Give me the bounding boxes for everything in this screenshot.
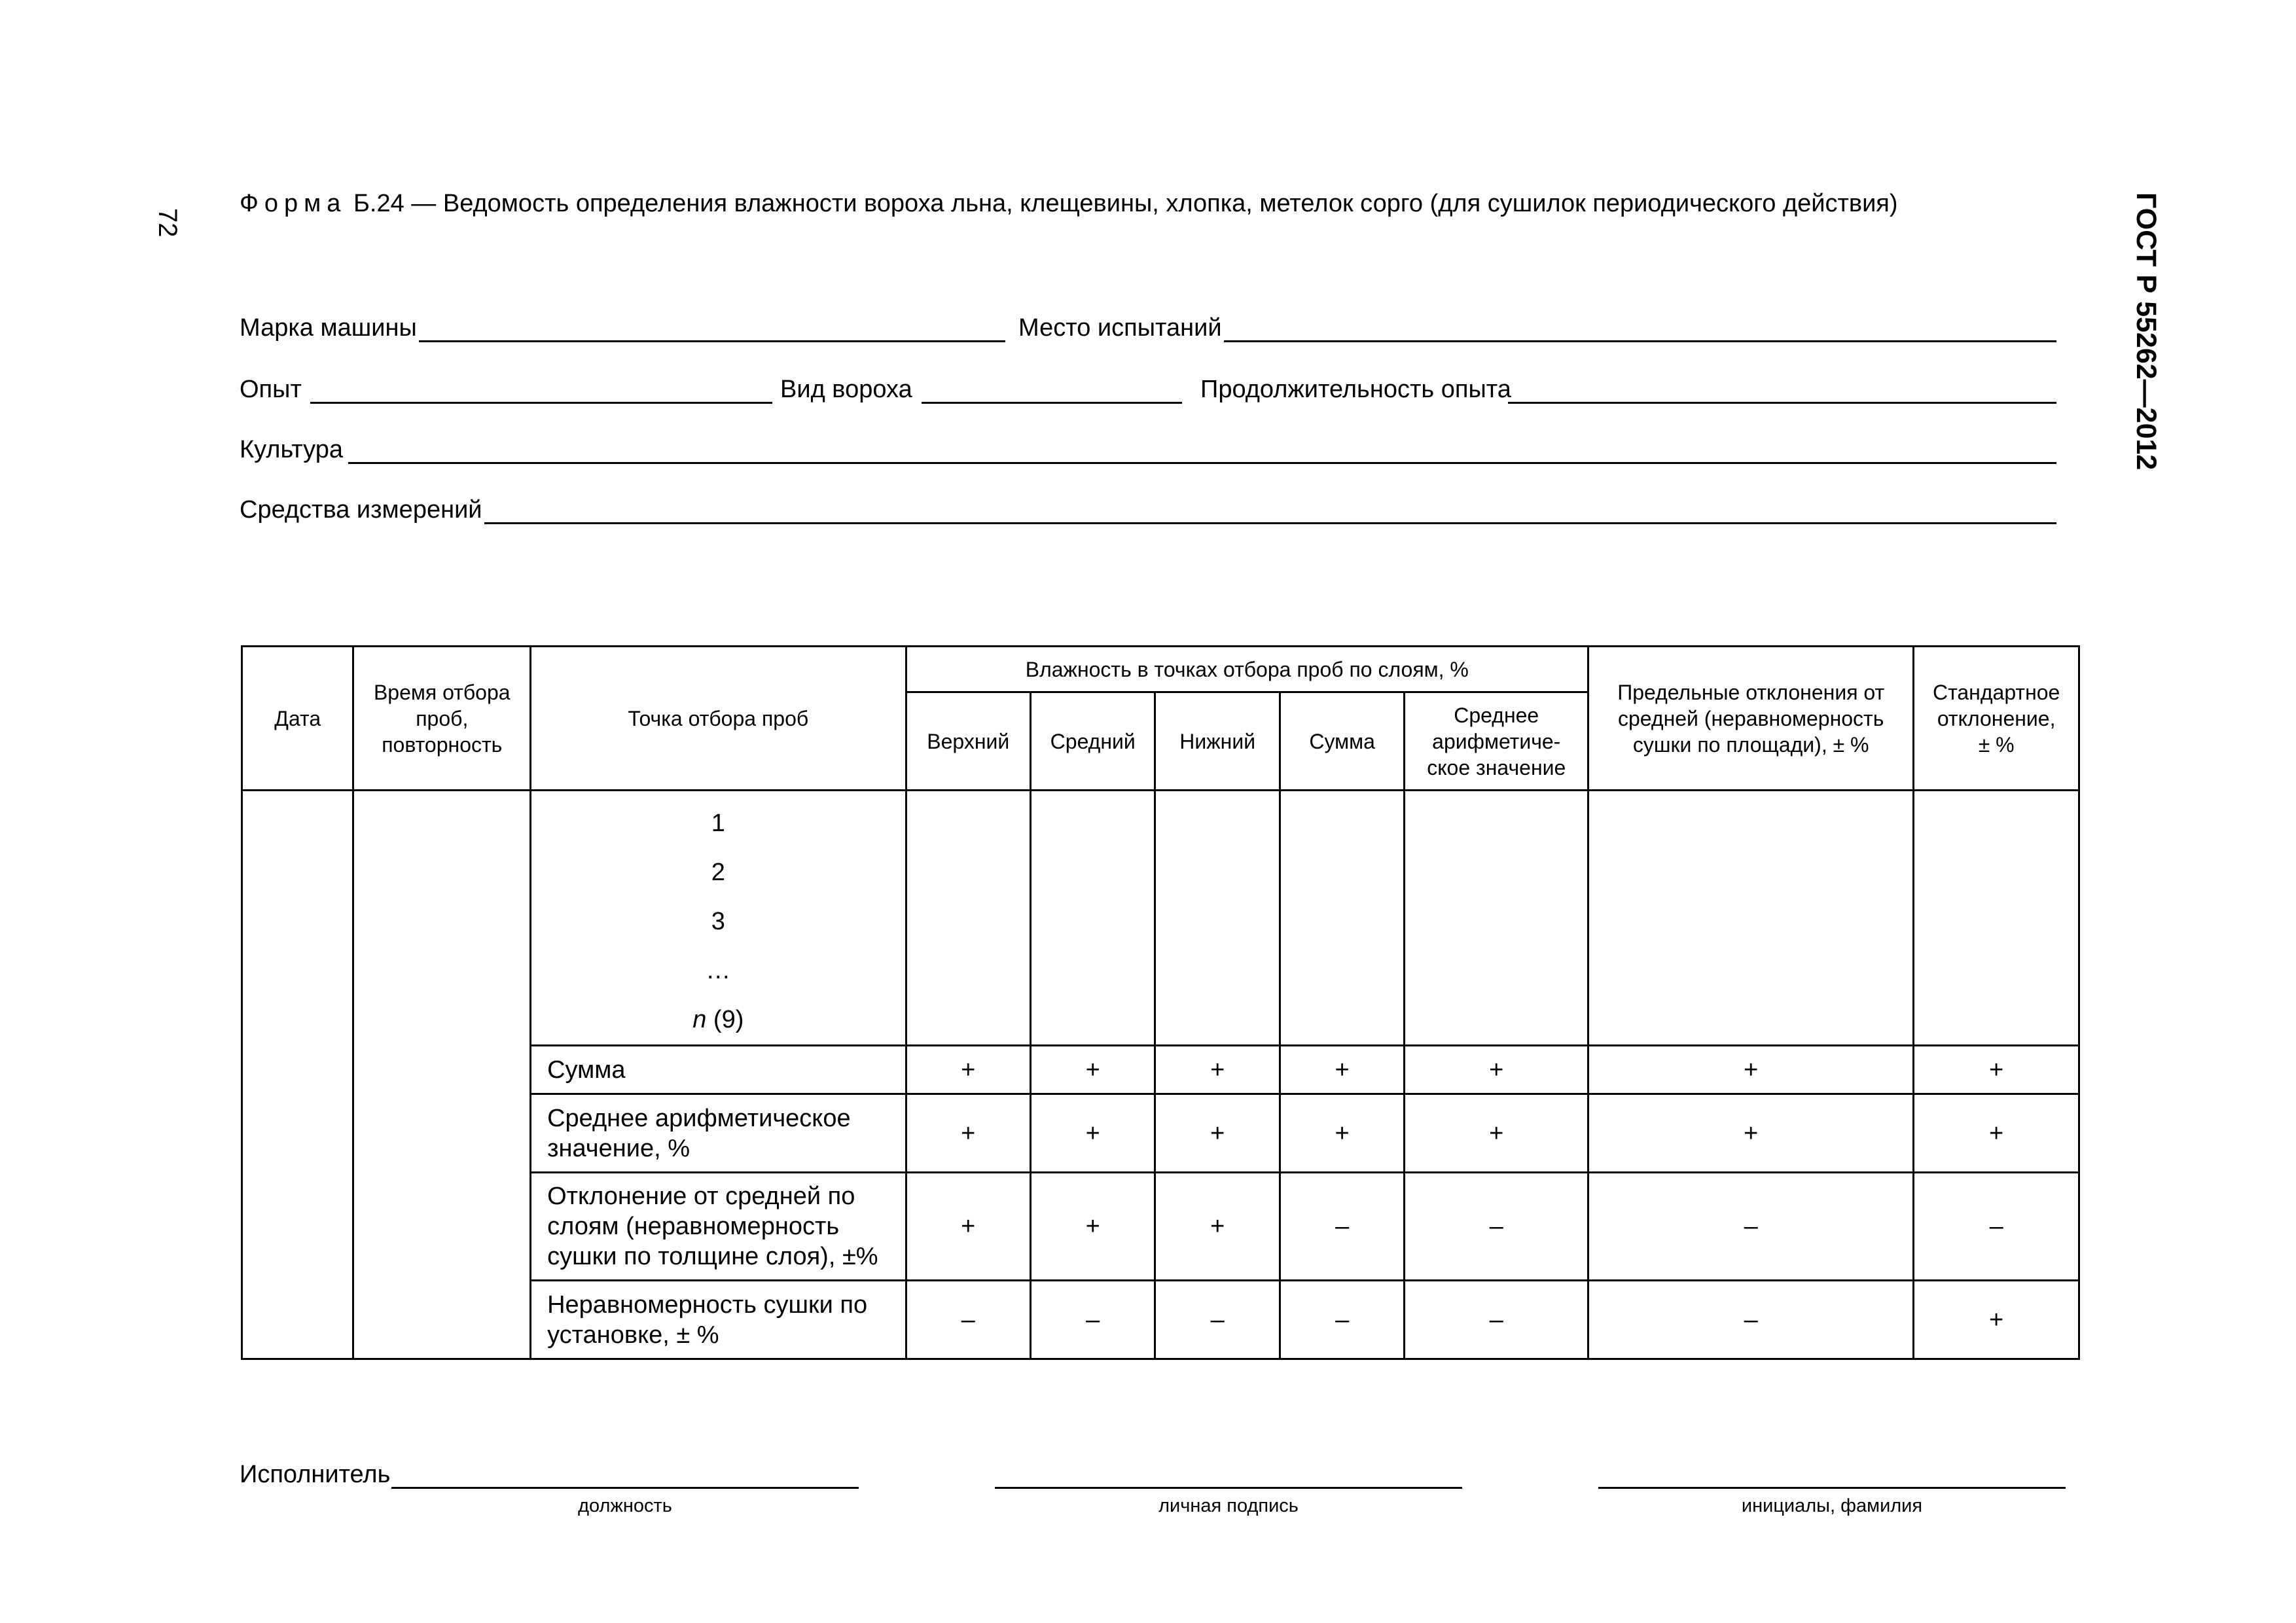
- data-cell-sum[interactable]: [1280, 791, 1404, 1046]
- mark-sum-mean: +: [1405, 1046, 1588, 1094]
- mark-unevenness-mean: –: [1405, 1281, 1588, 1359]
- header-sampling-time-line2: проб,: [416, 706, 469, 730]
- header-layer-mean: [1405, 692, 1588, 791]
- header-layer-sum: Сумма: [1280, 692, 1404, 791]
- mark-sum-bottom: +: [1155, 1046, 1280, 1094]
- mark-unevenness-top: –: [906, 1281, 1030, 1359]
- mark-deviation-top: +: [906, 1173, 1030, 1281]
- standard-code: ГОСТ Р 55262—2012: [2130, 192, 2162, 471]
- mark-mean-middle: +: [1030, 1094, 1155, 1173]
- page-number: 72: [153, 208, 182, 238]
- header-date: Дата: [242, 647, 353, 791]
- row-label-mean-line1: Среднее арифметическое: [547, 1104, 851, 1132]
- row-label-mean-line2: значение, %: [547, 1134, 690, 1162]
- personal-signature-caption: личная подпись: [1158, 1495, 1299, 1516]
- heap-type-field[interactable]: [922, 402, 1182, 404]
- performer-label: Исполнитель: [240, 1461, 391, 1488]
- test-site-label: Место испытаний: [1018, 314, 1222, 342]
- initials-field[interactable]: [1598, 1487, 2066, 1489]
- moisture-table: [241, 645, 2080, 1360]
- mark-mean-top: +: [906, 1094, 1030, 1173]
- position-field[interactable]: [391, 1487, 859, 1489]
- mark-mean-limit: +: [1588, 1094, 1914, 1173]
- header-std-deviation-line2: отклонение,: [1937, 706, 2056, 730]
- sampling-point-n: [531, 995, 905, 1044]
- initials-caption: инициалы, фамилия: [1741, 1495, 1923, 1516]
- crop-label: Культура: [240, 436, 343, 463]
- sampling-point-n-letter: n: [692, 1006, 707, 1033]
- data-cell-std[interactable]: [1914, 791, 2079, 1046]
- test-site-field[interactable]: [1224, 340, 2056, 342]
- row-label-unevenness: [531, 1281, 906, 1359]
- row-label-deviation-line1: Отклонение от средней по: [547, 1183, 855, 1210]
- machine-brand-field[interactable]: [419, 340, 1005, 342]
- mark-unevenness-middle: –: [1030, 1281, 1155, 1359]
- mark-sum-top: +: [906, 1046, 1030, 1094]
- header-limit-deviation-line1: Предельные отклонения от: [1617, 680, 1885, 704]
- sampling-point-2: 2: [711, 859, 725, 886]
- header-moisture-group: Влажность в точках отбора проб по слоям, %: [906, 647, 1588, 692]
- data-cell-middle[interactable]: [1030, 791, 1155, 1046]
- row-label-deviation-line3: сушки по толщине слоя), ±%: [547, 1243, 878, 1270]
- data-cell-mean[interactable]: [1405, 791, 1588, 1046]
- header-layer-middle: Средний: [1030, 692, 1155, 791]
- mark-deviation-mean: –: [1405, 1173, 1588, 1281]
- header-limit-deviation: [1588, 647, 1914, 791]
- sampling-point-n-count: (9): [706, 1006, 744, 1033]
- machine-brand-label: Марка машины: [240, 314, 417, 342]
- header-limit-deviation-line3: сушки по площади), ± %: [1632, 732, 1869, 757]
- sampling-point-1: 1: [711, 810, 725, 837]
- header-sampling-time: [353, 647, 531, 791]
- instruments-label: Средства измерений: [240, 496, 482, 524]
- row-label-sum: Сумма: [531, 1046, 906, 1094]
- header-layer-mean-line1: Среднее: [1454, 703, 1539, 727]
- form-title-text: Б.24 — Ведомость определения влажности вороха льна, клещевины, хлопка, метелок сорго (для сушилок периодического действия): [346, 190, 1898, 217]
- row-label-mean: [531, 1094, 906, 1173]
- experiment-label: Опыт: [240, 376, 302, 403]
- mark-unevenness-sum: –: [1280, 1281, 1404, 1359]
- mark-unevenness-std: +: [1914, 1281, 2079, 1359]
- duration-label: Продолжительность опыта: [1200, 376, 1511, 403]
- header-std-deviation-line1: Стандартное: [1932, 680, 2060, 704]
- sampling-time-cell[interactable]: [353, 791, 531, 1359]
- crop-field[interactable]: [348, 462, 2056, 464]
- mark-deviation-bottom: +: [1155, 1173, 1280, 1281]
- mark-sum-std: +: [1914, 1046, 2079, 1094]
- form-title: [240, 188, 1898, 219]
- heap-type-label: Вид вороха: [780, 376, 912, 403]
- row-label-deviation-line2: слоям (неравномерность: [547, 1213, 840, 1240]
- form-prefix: Форма: [240, 190, 347, 217]
- mark-mean-sum: +: [1280, 1094, 1404, 1173]
- mark-sum-limit: +: [1588, 1046, 1914, 1094]
- instruments-field[interactable]: [484, 522, 2056, 524]
- date-cell[interactable]: [242, 791, 353, 1359]
- row-label-deviation: [531, 1173, 906, 1281]
- header-sampling-point: Точка отбора проб: [531, 647, 906, 791]
- mark-unevenness-limit: –: [1588, 1281, 1914, 1359]
- header-limit-deviation-line2: средней (неравномерность: [1618, 706, 1884, 730]
- data-cell-limit[interactable]: [1588, 791, 1914, 1046]
- mark-deviation-sum: –: [1280, 1173, 1404, 1281]
- header-layer-bottom: Нижний: [1155, 692, 1280, 791]
- header-sampling-time-line1: Время отбора: [373, 680, 511, 704]
- mark-sum-middle: +: [1030, 1046, 1155, 1094]
- personal-signature-field[interactable]: [995, 1487, 1462, 1489]
- data-cell-bottom[interactable]: [1155, 791, 1280, 1046]
- mark-deviation-middle: +: [1030, 1173, 1155, 1281]
- header-std-deviation: [1914, 647, 2079, 791]
- position-caption: должность: [578, 1495, 672, 1516]
- mark-unevenness-bottom: –: [1155, 1281, 1280, 1359]
- mark-mean-std: +: [1914, 1094, 2079, 1173]
- sampling-point-3: 3: [711, 908, 725, 935]
- data-cell-top[interactable]: [906, 791, 1030, 1046]
- header-layer-mean-line2: арифметиче-: [1432, 729, 1561, 753]
- sampling-points-cell: [531, 791, 906, 1046]
- row-label-unevenness-line1: Неравномерность сушки по: [547, 1291, 868, 1319]
- experiment-field[interactable]: [310, 402, 772, 404]
- header-layer-mean-line3: ское значение: [1427, 755, 1566, 779]
- duration-field[interactable]: [1508, 402, 2056, 404]
- mark-mean-bottom: +: [1155, 1094, 1280, 1173]
- mark-deviation-std: –: [1914, 1173, 2079, 1281]
- mark-sum-sum: +: [1280, 1046, 1404, 1094]
- header-sampling-time-line3: повторность: [382, 732, 503, 757]
- header-std-deviation-line3: ± %: [1978, 732, 2015, 757]
- header-layer-top: Верхний: [906, 692, 1030, 791]
- mark-deviation-limit: –: [1588, 1173, 1914, 1281]
- sampling-point-ellipsis: …: [706, 957, 731, 984]
- row-label-unevenness-line2: установке, ± %: [547, 1321, 719, 1349]
- mark-mean-mean: +: [1405, 1094, 1588, 1173]
